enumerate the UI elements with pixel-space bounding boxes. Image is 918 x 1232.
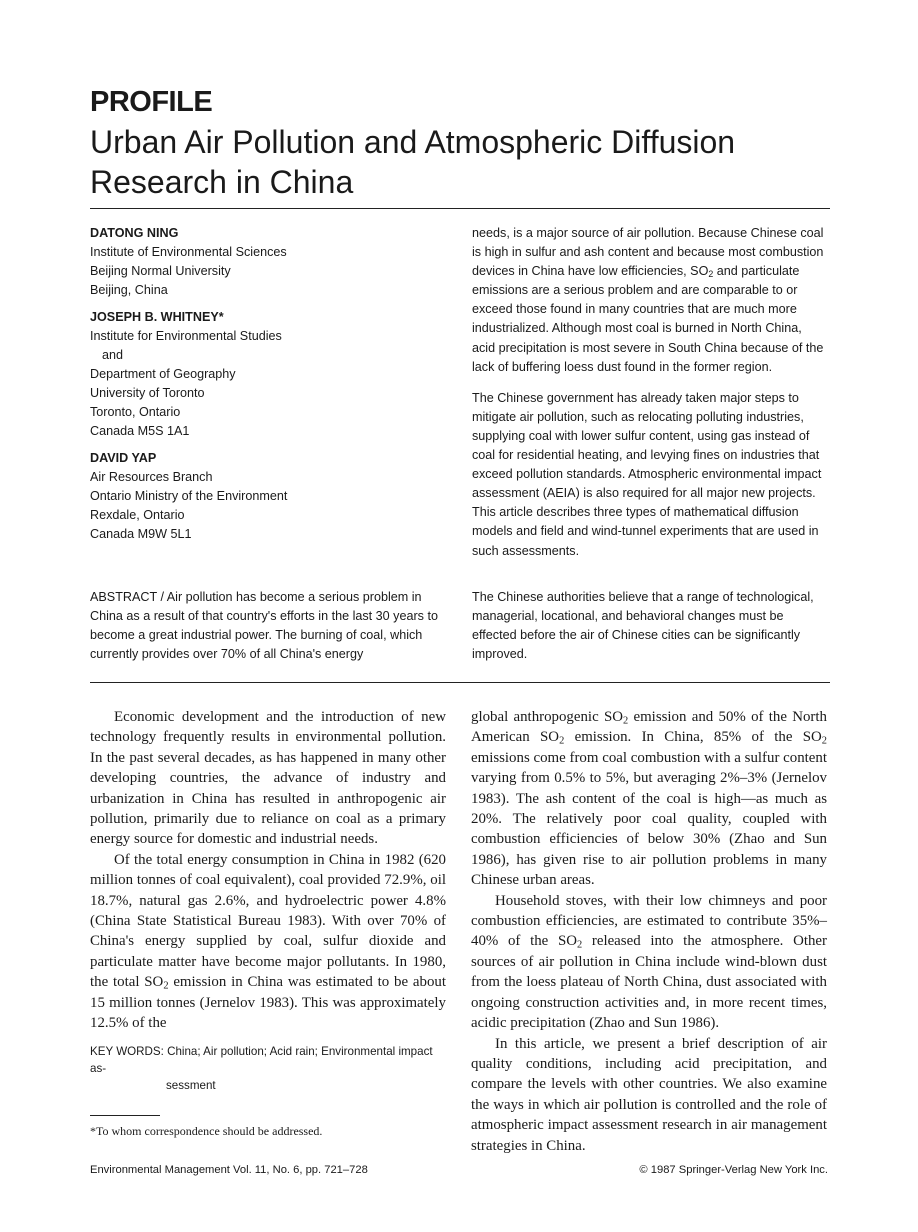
affiliation-line: Canada M9W 5L1 [90,527,192,541]
affiliation-line: Ontario Ministry of the Environment [90,489,288,503]
body-paragraph: In this article, we present a brief description of air quality conditions, including acid precipitation, and compare the levels with other countries. We also examine the ways in which air pollution is controlled and the role of atmospheric impact assessment research in air management strategies in China. [471,1035,827,1154]
affiliation-line: Department of Geography [90,367,236,381]
body-paragraph: Economic development and the introduction of new technology frequently results in environmental pollution. In the past several decades, as has happened in many other developing countries, the advance of industry and urbanization in China has resulted in anthropogenic air pollution, primarily due to reliance on coal as a primary energy source for domestic and industrial needs. [90,709,446,848]
affiliation-line: Toronto, Ontario [90,405,181,419]
title-line-1: Urban Air Pollution and Atmospheric Diffusion [90,124,736,160]
affiliation-line: Institute of Environmental Sciences [90,245,287,259]
copyright: © 1987 Springer-Verlag New York Inc. [639,1164,828,1176]
keywords-line: KEY WORDS: China; Air pollution; Acid rain; Environmental impact as- [90,1045,433,1075]
author-name: DATONG NING [90,226,179,240]
author-name: JOSEPH B. WHITNEY* [90,310,224,324]
keywords-line: sessment [166,1079,216,1092]
abstract-paragraph: The Chinese authorities believe that a range of technological, managerial, locational, and behavioral changes must be effected before the air of Chinese cities can be significantly improved. [472,590,814,661]
title-line-2: Research in China [90,164,354,200]
affiliation-line: Beijing Normal University [90,264,231,278]
affiliation-line: Canada M5S 1A1 [90,424,190,438]
header-divider [90,208,830,209]
abstract-continuation [472,224,828,573]
affiliation-line: Air Resources Branch [90,470,213,484]
author-block [90,308,450,441]
affiliation-line: Rexdale, Ontario [90,508,185,522]
author-block [90,449,450,544]
body-paragraph: Of the total energy consumption in China in 1982 (620 million tonnes of coal equivalent), coal provided 72.9%, oil 18.7%, natural gas 2.6%, and hydroelectric power 4.8% (China State Statistical Bureau 1983). With over 70% of China's energy supplied by coal, sulfur dioxide and particulate matter have become major pollutants. In 1980, the total $SO_2$ emission in China was estimated to be about 15 million tonnes (Jernelov 1983). This was approximately 12.5% of the [90,851,446,1032]
affiliation-line: and [102,348,124,362]
author-name: DAVID YAP [90,451,157,465]
affiliation-line: University of Toronto [90,386,205,400]
article-title [90,122,850,202]
author-list [90,224,450,552]
keywords [90,1043,446,1094]
body-paragraph: global anthropogenic $SO_2$ emission and 50% of the North American $SO_2$ emission. In China, 85% of the $SO_2$ emissions come from coal combustion with a sulfur content varying from 0.5% to 5%, but averaging 2%–3% (Jernelov 1983). The ash content of the coal is high—as much as 20%. The relatively poor coal quality, coupled with combustion efficiencies of below 30% (Zhao and Sun 1986), has given rise to air pollution problems in many Chinese urban areas. [471,709,827,889]
abstract-paragraph: needs, is a major source of air pollution. Because Chinese coal is high in sulfur and ash content and because most combustion devices in China have low efficiencies, $SO_2$ and particulate emissions are a serious problem and are comparable to or exceed those found in many countries that are much more industrialized. Although most coal is burned in North China, acid precipitation is most severe in South China because of the lack of buffering loess dust found in the former region. [472,226,824,374]
abstract-paragraph: The Chinese government has already taken major steps to mitigate air pollution, such as relocating polluting industries, supplying coal with lower sulfur content, using gas instead of coal for residential heating, and levying fines on industries that exceed pollution standards. Atmospheric environmental impact assessment (AEIA) is also required for all major new projects. This article describes three types of mathematical diffusion models and field and wind-tunnel experiments that are used in such assessments. [472,390,822,558]
affiliation-line: Institute for Environmental Studies [90,329,282,343]
body-column-right [471,707,827,1156]
journal-citation: Environmental Management Vol. 11, No. 6, pp. 721–728 [90,1164,368,1176]
abstract-divider [90,682,830,683]
body-paragraph: Household stoves, with their low chimneys and poor combustion efficiencies, are estimated to contribute 35%–40% of the $SO_2$ released into the atmosphere. Other sources of air pollution in China include wind-blown dust from the loess plateau of North China, dust associated with ongoing construction activities and, in more recent times, acidic precipitation (Zhao and Sun 1986). [471,892,827,1032]
abstract-text: ABSTRACT / Air pollution has become a serious problem in China as a result of that country's efforts in the last 30 years to become a great industrial power. The burning of coal, which currently provides over 70% of all China's energy [90,590,438,661]
body-column-left [90,707,446,1034]
section-label: PROFILE [90,86,213,118]
author-block [90,224,450,300]
footnote: *To whom correspondence should be addressed. [90,1124,323,1138]
footnote-divider [90,1115,160,1116]
affiliation-line: Beijing, China [90,283,168,297]
